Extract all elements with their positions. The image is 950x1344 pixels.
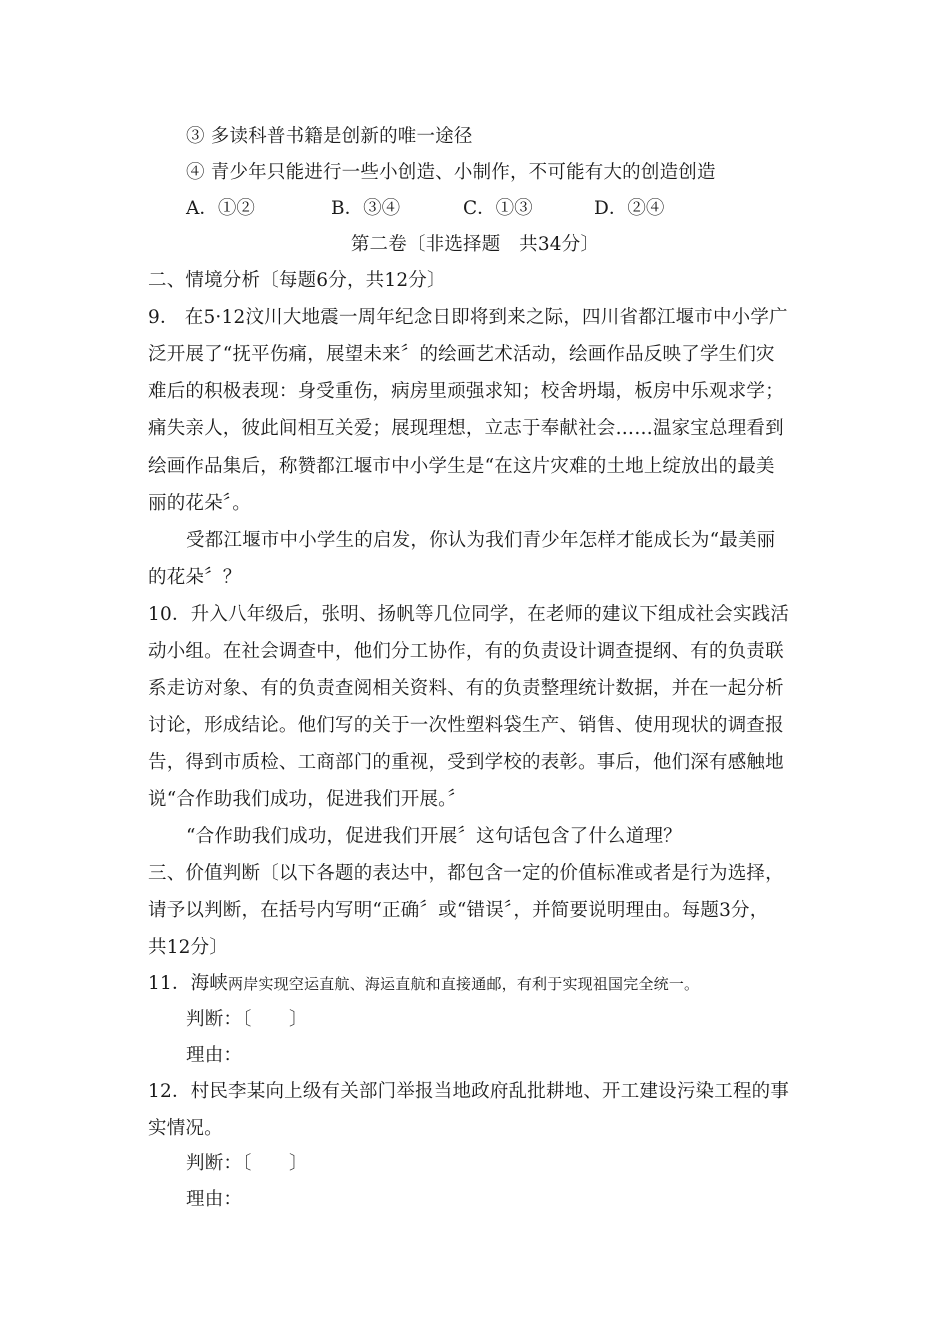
q10-question: “合作助我们成功，促进我们开展〞这句话包含了什么道理？ (186, 826, 682, 847)
q10-line-2: 动小组。在社会调查中，他们分工协作，有的负责设计调查提纲、有的负责联 (148, 641, 784, 662)
option-b: B．③④ (331, 198, 401, 219)
part3-heading-line-1: 三、价值判断〔以下各题的表达中，都包含一定的价值标准或者是行为选择， (148, 863, 784, 884)
q11-rest: 两岸实现空运直航、海运直航和直接通邮，有利于实现祖国完全统一。 (228, 975, 700, 993)
q9-question-line-2: 的花朵〞？ (148, 567, 242, 588)
option-line-3: ③ 多读科普书籍是创新的唯一途径 (186, 126, 473, 147)
q12-judge-field[interactable]: 判断：〔 〕 (186, 1153, 308, 1174)
q9-line-5: 绘画作品集后，称赞都江堰市中小学生是“在这片灾难的土地上绽放出的最美 (148, 456, 775, 477)
q9-line-1: 9． 在5·12汶川大地震一周年纪念日即将到来之际，四川省都江堰市中小学广 (148, 307, 788, 328)
q12-line-2: 实情况。 (148, 1118, 223, 1139)
option-d: D．②④ (594, 198, 665, 219)
q11-lead: 11．海峡 (148, 973, 229, 994)
q12-line-1: 12．村民李某向上级有关部门举报当地政府乱批耕地、开工建设污染工程的事 (148, 1081, 790, 1102)
q9-line-2: 泛开展了“抚平伤痛，展望未来〞的绘画艺术活动，绘画作品反映了学生们灾 (148, 344, 775, 365)
part2-heading: 二、情境分析〔每题6分，共12分〕 (148, 270, 446, 291)
q10-line-6: 说“合作助我们成功，促进我们开展。〞 (148, 789, 467, 810)
q9-line-4: 痛失亲人，彼此间相互关爱；展现理想，立志于奉献社会……温家宝总理看到 (148, 418, 784, 439)
q12-reason-field[interactable]: 理由： (186, 1189, 243, 1210)
part3-heading-line-3: 共12分〕 (148, 937, 229, 958)
q10-line-3: 系走访对象、有的负责查阅相关资料、有的负责整理统计数据，并在一起分析 (148, 678, 784, 699)
section-title: 第二卷〔非选择题 共34分〕 (350, 234, 600, 255)
q11-reason-field[interactable]: 理由： (186, 1045, 243, 1066)
q11-statement (148, 972, 808, 996)
option-c: C．①③ (463, 198, 533, 219)
q11-judge-field[interactable]: 判断：〔 〕 (186, 1009, 308, 1030)
part3-heading-line-2: 请予以判断，在括号内写明“正确〞或“错误〞，并简要说明理由。每题3分， (148, 900, 769, 921)
q10-line-1: 10．升入八年级后，张明、扬帆等几位同学，在老师的建议下组成社会实践活 (148, 604, 790, 625)
q9-line-3: 难后的积极表现：身受重伤，病房里顽强求知；校舍坍塌，板房中乐观求学； (148, 381, 784, 402)
q10-line-5: 告，得到市质检、工商部门的重视，受到学校的表彰。事后，他们深有感触地 (148, 752, 784, 773)
option-line-4: ④ 青少年只能进行一些小创造、小制作，不可能有大的创造创造 (186, 162, 716, 183)
q10-line-4: 讨论，形成结论。他们写的关于一次性塑料袋生产、销售、使用现状的调查报 (148, 715, 784, 736)
q9-line-6: 丽的花朵〞。 (148, 493, 251, 514)
option-a: A．①② (186, 198, 255, 219)
q9-question-line-1: 受都江堰市中小学生的启发，你认为我们青少年怎样才能成长为“最美丽 (186, 530, 776, 551)
